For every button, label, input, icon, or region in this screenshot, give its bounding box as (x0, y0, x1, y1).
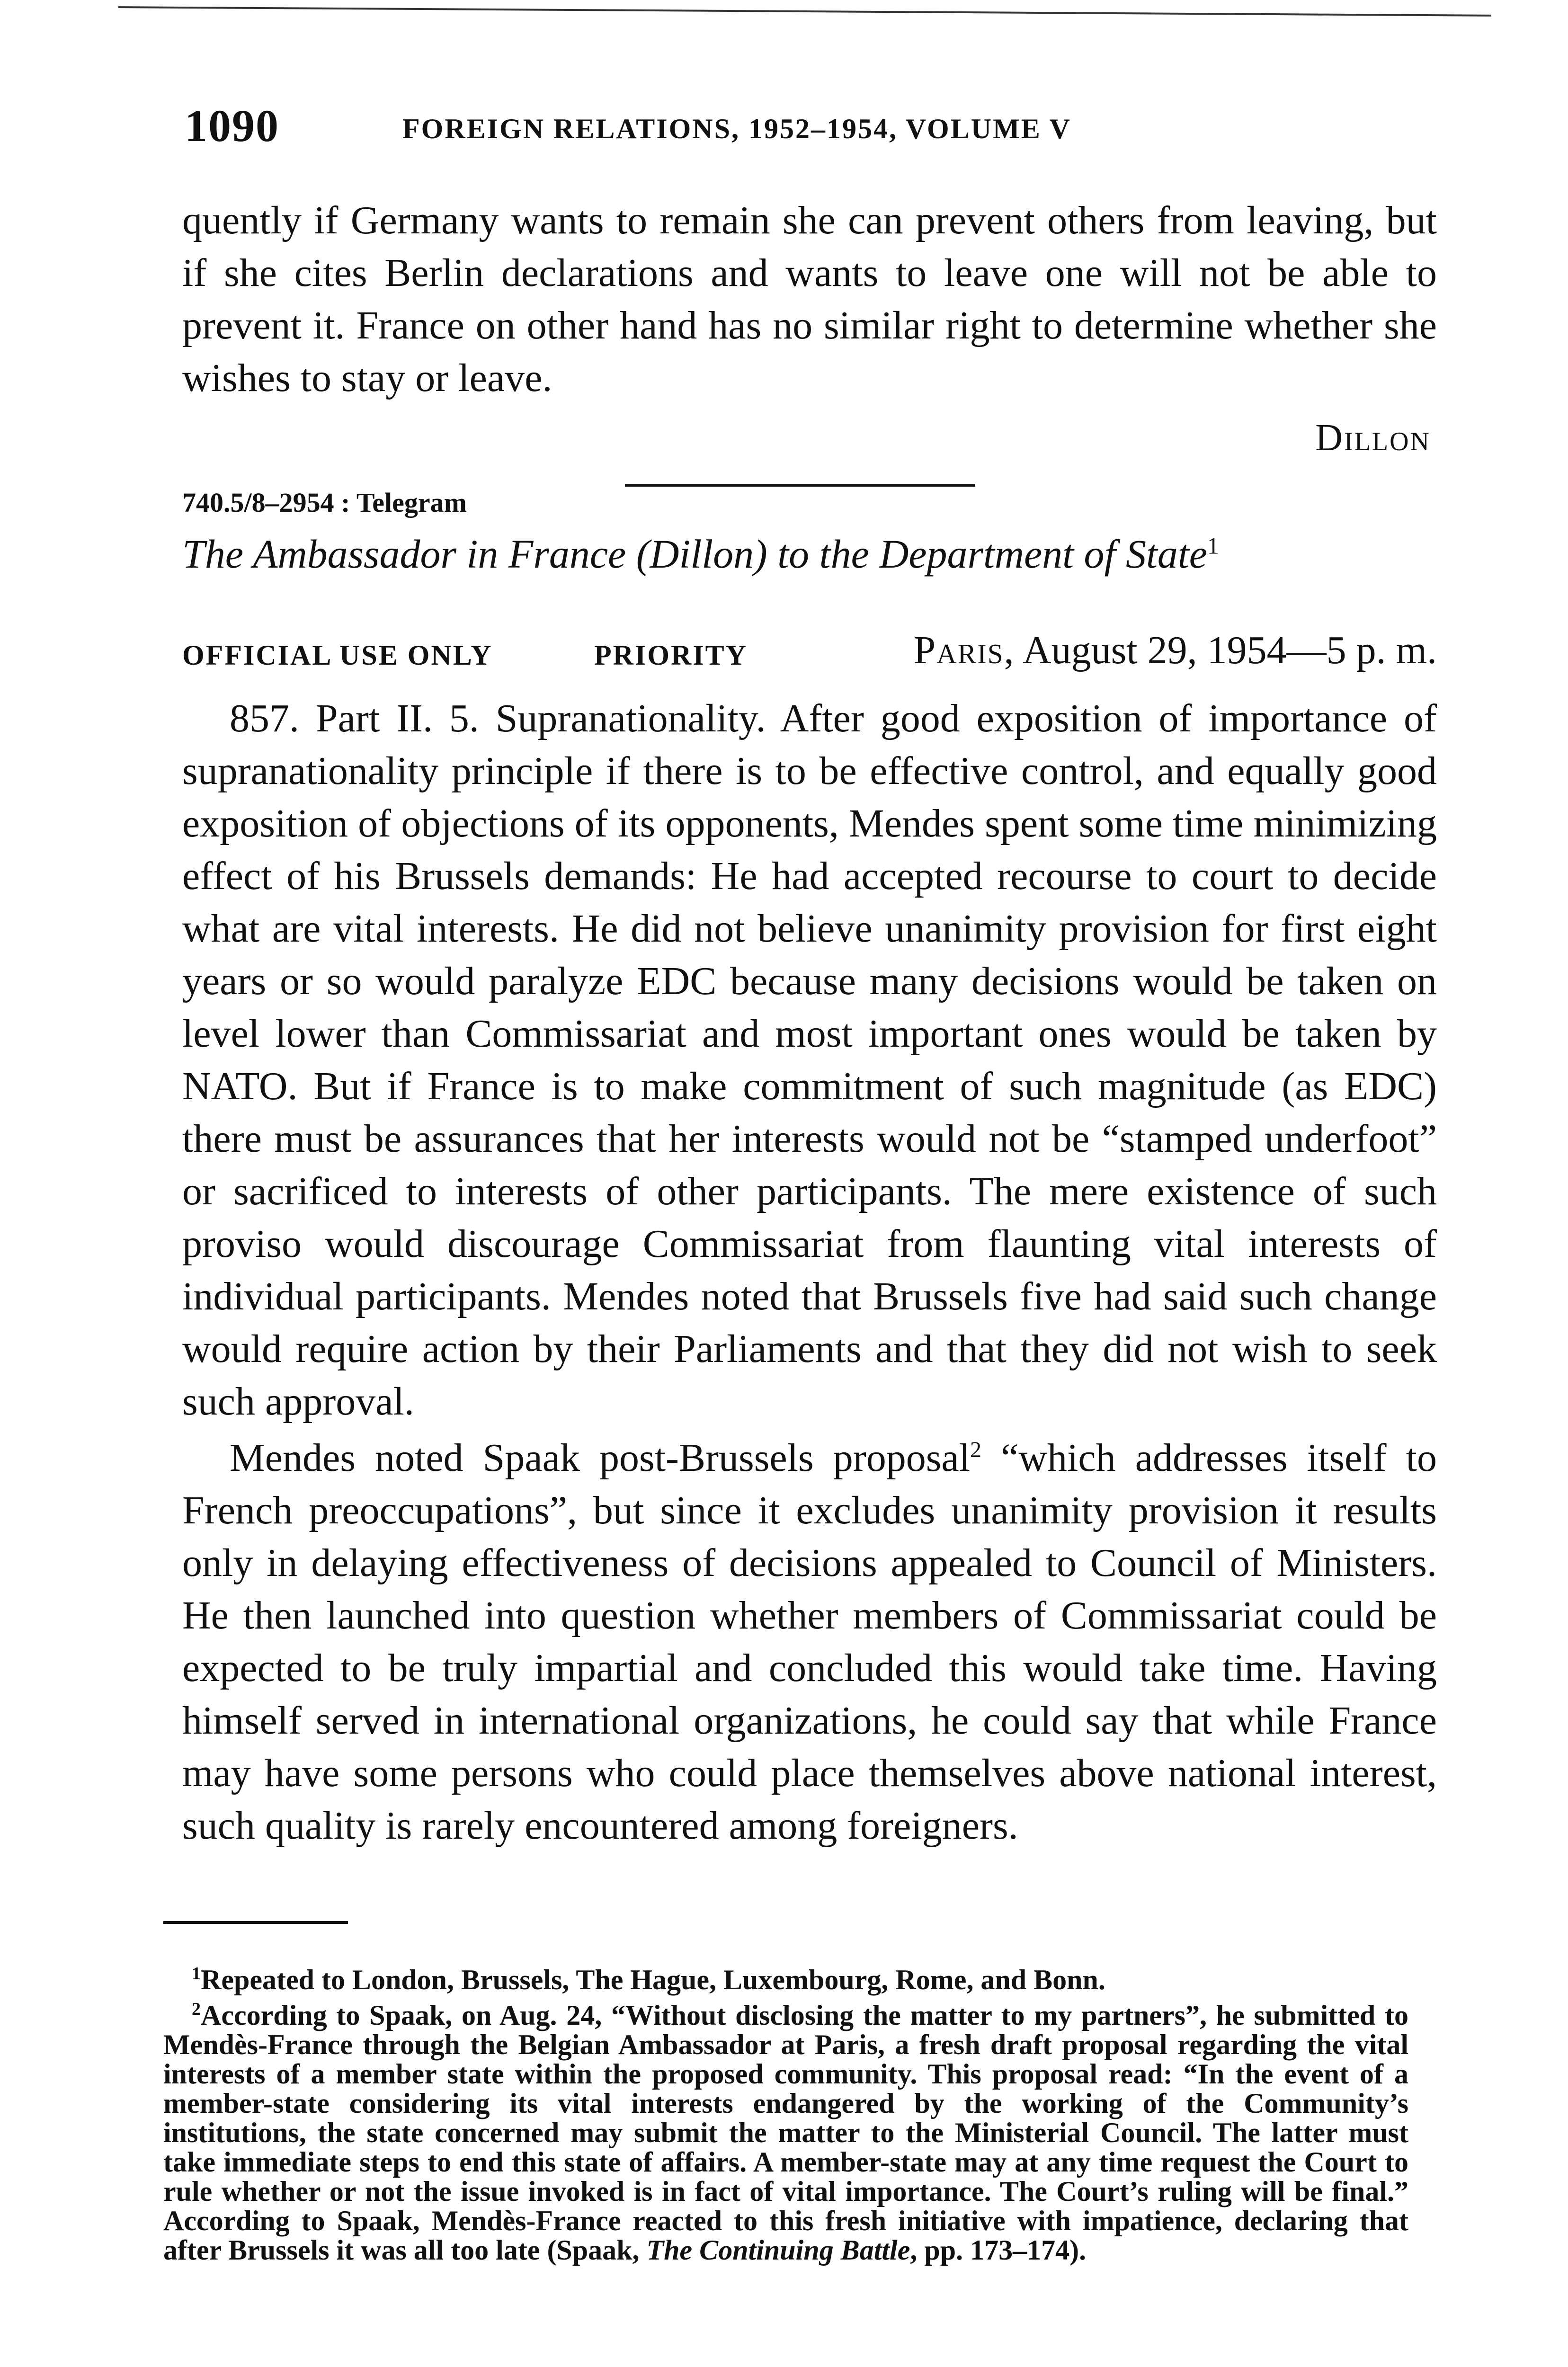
dateline (913, 627, 1437, 673)
document-title-text: The Ambassador in France (Dillon) to the Department of State (182, 531, 1207, 577)
continuation-paragraph (182, 194, 1437, 404)
paragraph-2-text-b: “which addresses itself to French preoccupations”, but since it excludes unanimity provision it results only in delaying effectiveness of decisions appealed to Council of Ministers. He then launched into question whether members of Commissariat could be expected to be truly impartial and concluded this would take time. Having himself served in international organizations, he could say that while France may have some persons who could place themselves above national interest, such quality is rarely encountered among foreigners. (182, 1436, 1437, 1848)
page-number: 1090 (185, 100, 279, 151)
page-header (180, 90, 1439, 161)
classification-line (182, 627, 1437, 679)
footnote-2-text-b: , pp. 173–174). (910, 2234, 1087, 2266)
running-head: FOREIGN RELATIONS, 1952–1954, VOLUME V (402, 113, 1071, 144)
footnote-1-text: Repeated to London, Brussels, The Hague, Luxembourg, Rome, and Bonn. (201, 1964, 1105, 1995)
footnote-2-text-a: According to Spaak, on Aug. 24, “Without disclosing the matter to my partners”, he submitted to Mendès-France through the Belgian Ambassador at Paris, a fresh draft proposal regarding the vital interests of a member state within the proposed community. This proposal read: “In the event of a member-state considering its vital interests endangered by the working of the Community’s institutions, the state concerned may submit the matter to the Ministerial Council. The latter must take immediate steps to end this state of affairs. A member-state may at any time request the Court to rule whether or not the issue invoked is in fact of vital importance. The Court’s ruling will be final.” According to Spaak, Mendès-France reacted to this fresh initiative with impatience, declaring that after Brussels it was all too late (Spaak, (163, 2000, 1408, 2266)
footnote-ref-1: 1 (1207, 532, 1219, 559)
footnote-1 (163, 1959, 1408, 1994)
footnote-1-number: 1 (192, 1964, 201, 1984)
document-title (182, 530, 1442, 578)
footnote-2 (163, 1994, 1408, 2265)
telegram-body (182, 692, 1437, 1852)
place: Paris, (913, 628, 1015, 672)
footnote-ref-2: 2 (970, 1437, 982, 1462)
file-reference: 740.5/8–2954 : Telegram (182, 487, 467, 518)
precedence: PRIORITY (594, 640, 748, 671)
continuation-text: quently if Germany wants to remain she can prevent others from leaving, but if she cites Berlin declarations and wants to leave one will not be able to prevent it. France on other hand has no similar right to determine whether she wishes to stay or leave. (182, 198, 1437, 400)
footnote-2-book-title: The Continuing Battle (646, 2234, 910, 2266)
section-divider (625, 484, 975, 487)
classification: OFFICIAL USE ONLY (182, 640, 493, 671)
signature: Dillon (1315, 417, 1431, 459)
footnote-2-number: 2 (192, 1999, 201, 2019)
footnote-divider (163, 1921, 348, 1924)
date: August 29, 1954—5 p. m. (1022, 628, 1437, 672)
scan-edge-line (118, 6, 1491, 17)
paragraph-2 (182, 1432, 1437, 1852)
paragraph-2-text-a: Mendes noted Spaak post-Brussels proposal (230, 1436, 971, 1480)
paragraph-1: 857. Part II. 5. Supranationality. After good exposition of importance of supranationality principle if there is to be effective control, and equally good exposition of objections of its opponents, Mendes spent some time minimizing effect of his Brussels demands: He had accepted recourse to court to decide what are vital interests. He did not believe unanimity provision for first eight years or so would paralyze EDC because many decisions would be taken on level lower than Commissariat and most important ones would be taken by NATO. But if France is to make commitment of such magnitude (as EDC) there must be assurances that her interests would not be “stamped underfoot” or sacrificed to interests of other participants. The mere existence of such proviso would discourage Commissariat from flaunting vital interests of individual participants. Mendes noted that Brussels five had said such change would require action by their Parliaments and that they did not wish to seek such approval. (182, 696, 1437, 1424)
footnotes (163, 1959, 1408, 2265)
